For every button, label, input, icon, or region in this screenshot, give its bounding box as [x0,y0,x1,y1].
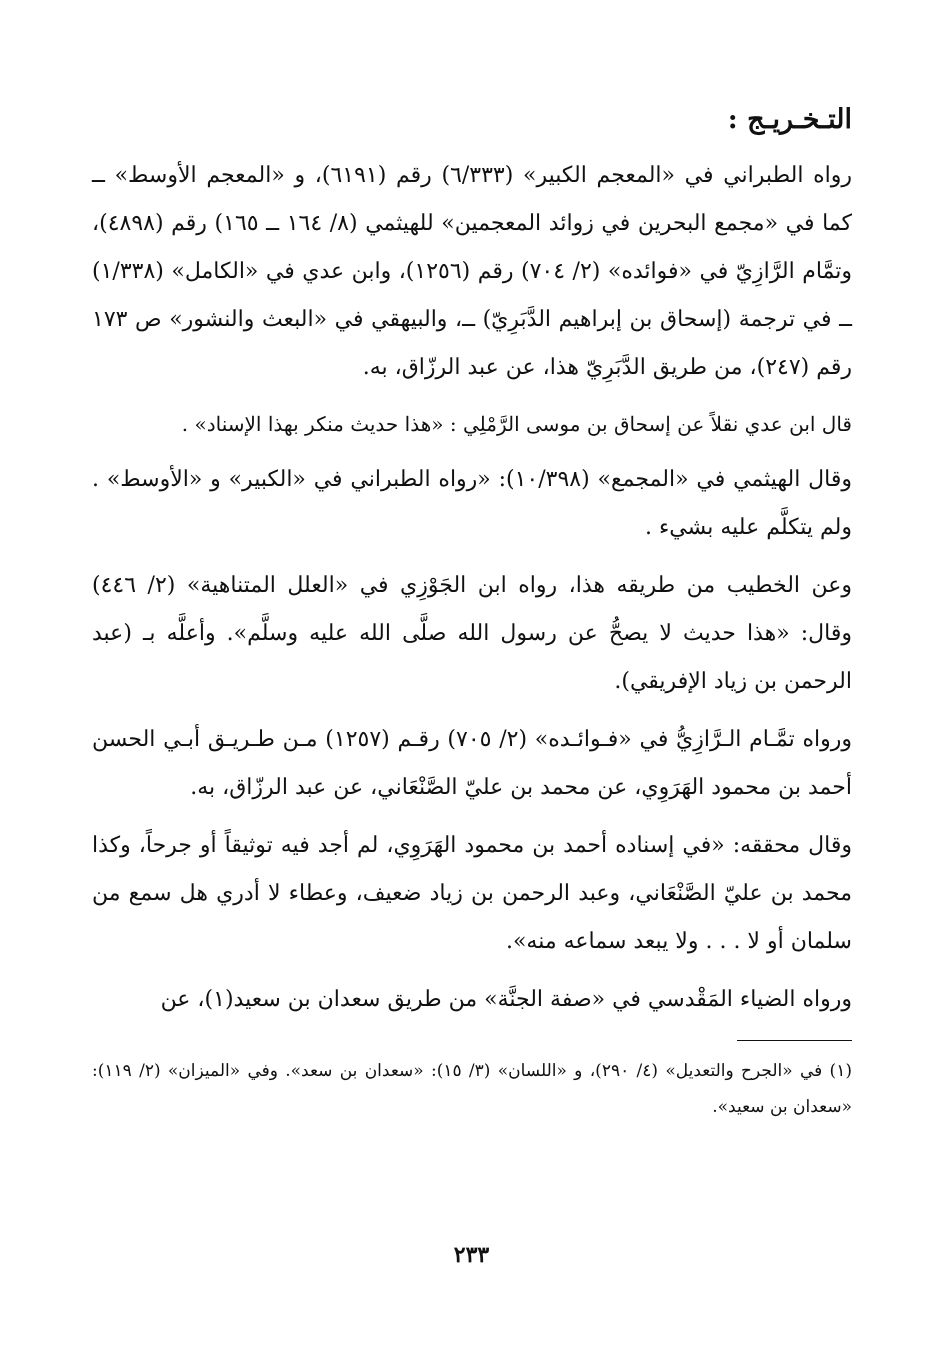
footnote: (١) في «الجرح والتعديل» (٤/ ٢٩٠)، و «اللسان» (٣/ ١٥): «سعدان بن سعد». وفي «الميزان» (٢/ ١١٩): «سعدان بن سعيد». [92,1061,852,1117]
paragraph-haythami-quote: وقال الهيثمي في «المجمع» (١٠/٣٩٨): «رواه الطبراني في «الكبير» و «الأوسط» . ولم يتكلَّم عليه بشيء . [92,467,853,540]
paragraph-ibn-adi-quote: قال ابن عدي نقلاً عن إسحاق بن موسى الرَّمْلِي : «هذا حديث منكر بهذا الإسناد» . [181,412,852,436]
paragraph-diya-maqdisi: ورواه الضياء المَقْدسي في «صفة الجنَّة» من طريق سعدان بن سعيد(١)، عن [160,987,852,1012]
section-heading: التـخـريـج : [727,104,852,135]
page-body [92,100,852,1125]
paragraph-tammam-razi: ورواه تمَّـام الـرَّازِيُّ في «فـوائـده» (٢/ ٧٠٥) رقـم (١٢٥٧) مـن طـريـق أبـي الحسن أحمد بن محمود الهَرَوِي، عن محمد بن عليّ الصَّنْعَاني، عن عبد الرزّاق، به. [92,727,852,800]
paragraph-ibn-jawzi: وعن الخطيب من طريقه هذا، رواه ابن الجَوْزِي في «العلل المتناهية» (٢/ ٤٤٦) وقال: «هذا حديث لا يصحُّ عن رسول الله صلَّى الله عليه وسلَّم». وأعلَّه بـ (عبد الرحمن بن زياد الإفريقي). [92,573,853,694]
paragraph-muhaqqiq-comment: وقال محققه: «في إسناده أحمد بن محمود الهَرَوِي، لم أجد فيه توثيقاً أو جرحاً، وكذا محمد بن عليّ الصَّنْعَاني، وعبد الرحمن بن زياد ضعيف، وعطاء لا أدري هل سمع من سلمان أو لا . . . ولا يبعد سماعه منه». [92,833,852,954]
footnote-rule [737,1040,852,1041]
footnote-separator [92,1034,852,1053]
paragraph-takhrij-sources: رواه الطبراني في «المعجم الكبير» (٦/٣٣٣) رقم (٦١٩١)، و «المعجم الأوسط» ــ كما في «مجمع البحرين في زوائد المعجمين» للهيثمي (٨/ ١٦٤ ــ ١٦٥) رقم (٤٨٩٨)، وتمَّام الرَّازِيّ في «فوائده» (٢/ ٧٠٤) رقم (١٢٥٦)، وابن عدي في «الكامل» (١/٣٣٨) ــ في ترجمة (إسحاق بن إبراهيم الدَّبَرِيّ) ــ، والبيهقي في «البعث والنشور» ص ١٧٣ رقم (٢٤٧)، من طريق الدَّبَرِيّ هذا، عن عبد الرزّاق، به. [92,163,853,380]
page-number: ٢٣٣ [453,1242,490,1268]
